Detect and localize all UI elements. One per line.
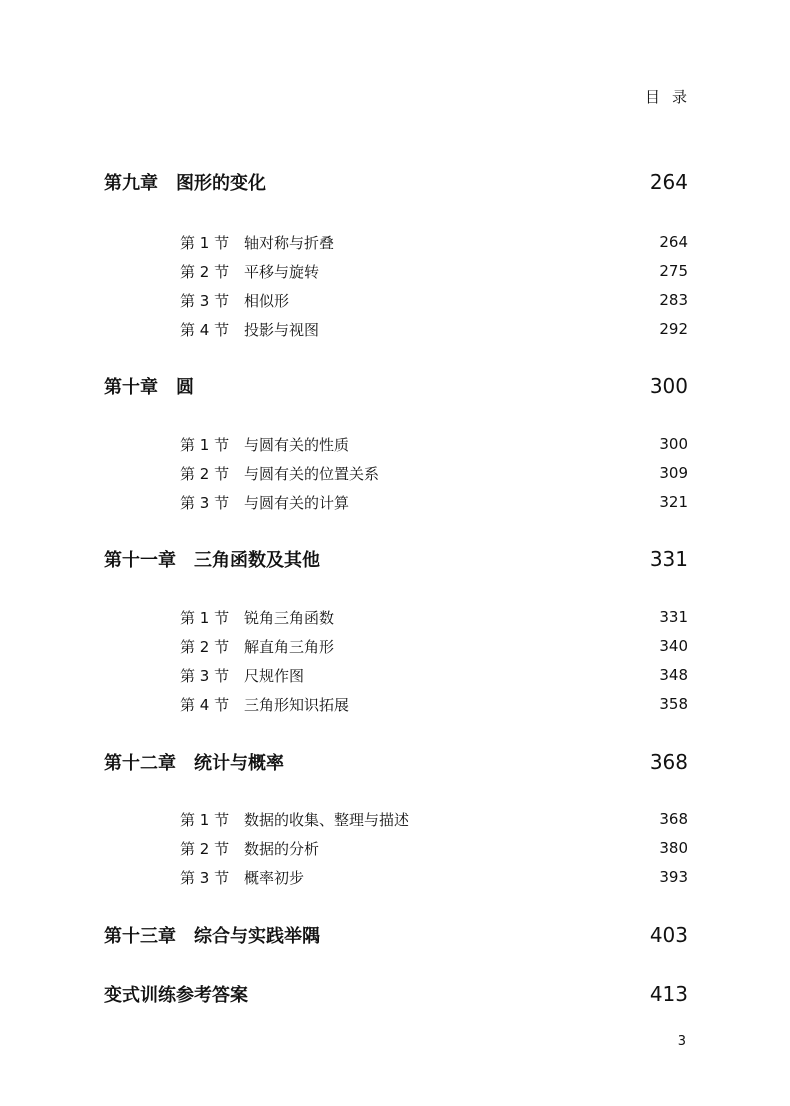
section-number: 第 1 节: [180, 435, 230, 454]
section-page: 340: [659, 637, 688, 655]
section-page: 380: [659, 839, 688, 857]
chapter-entry[interactable]: [104, 168, 688, 196]
section-title: 数据的分析: [244, 839, 320, 858]
section-entry[interactable]: [180, 693, 688, 715]
section-entry[interactable]: [180, 866, 688, 888]
section-entry[interactable]: [180, 606, 688, 628]
chapter-entry[interactable]: [104, 372, 688, 400]
section-title: 与圆有关的计算: [244, 493, 350, 512]
chapter-title: 第十三章 综合与实践举隅: [104, 926, 320, 947]
section-page: 300: [659, 435, 688, 453]
section-page: 348: [659, 666, 688, 684]
section-page: 264: [659, 233, 688, 251]
section-number: 第 3 节: [180, 666, 230, 685]
section-title: 三角形知识拓展: [244, 695, 350, 714]
section-number: 第 1 节: [180, 233, 230, 252]
chapter-entry[interactable]: [104, 545, 688, 573]
chapter-page: 368: [649, 750, 688, 774]
section-page: 321: [659, 493, 688, 511]
section-entry[interactable]: [180, 664, 688, 686]
section-number: 第 4 节: [180, 695, 230, 714]
chapter-title: 第十一章 三角函数及其他: [104, 550, 320, 571]
section-number: 第 3 节: [180, 493, 230, 512]
section-page: 368: [659, 810, 688, 828]
chapter-title: 第十二章 统计与概率: [104, 753, 284, 774]
section-number: 第 2 节: [180, 839, 230, 858]
page-number: 3: [677, 1034, 686, 1049]
chapter-page: 413: [649, 982, 688, 1006]
section-number: 第 4 节: [180, 320, 230, 339]
chapter-title: 第十章 圆: [104, 377, 194, 398]
section-entry[interactable]: [180, 289, 688, 311]
section-title: 解直角三角形: [244, 637, 335, 656]
chapter-entry[interactable]: [104, 921, 688, 949]
section-entry[interactable]: [180, 260, 688, 282]
section-title: 与圆有关的位置关系: [244, 464, 380, 483]
chapter-entry[interactable]: [104, 980, 688, 1008]
section-page: 275: [659, 262, 688, 280]
section-page: 292: [659, 320, 688, 338]
section-page: 393: [659, 868, 688, 886]
section-entry[interactable]: [180, 491, 688, 513]
section-number: 第 2 节: [180, 464, 230, 483]
section-entry[interactable]: [180, 318, 688, 340]
chapter-title: 第九章 图形的变化: [104, 173, 266, 194]
section-number: 第 1 节: [180, 810, 230, 829]
chapter-page: 331: [649, 547, 688, 571]
section-title: 平移与旋转: [244, 262, 320, 281]
running-header: 目录: [644, 88, 699, 106]
section-title: 与圆有关的性质: [244, 435, 350, 454]
section-page: 309: [659, 464, 688, 482]
section-title: 相似形: [244, 291, 290, 310]
section-entry[interactable]: [180, 231, 688, 253]
chapter-page: 264: [649, 170, 688, 194]
section-number: 第 3 节: [180, 291, 230, 310]
section-title: 轴对称与折叠: [244, 233, 335, 252]
section-title: 数据的收集、整理与描述: [244, 810, 410, 829]
section-title: 概率初步: [244, 868, 305, 887]
chapter-page: 403: [649, 923, 688, 947]
section-page: 283: [659, 291, 688, 309]
section-number: 第 2 节: [180, 262, 230, 281]
section-number: 第 3 节: [180, 868, 230, 887]
section-number: 第 1 节: [180, 608, 230, 627]
section-entry[interactable]: [180, 433, 688, 455]
section-entry[interactable]: [180, 808, 688, 830]
section-entry[interactable]: [180, 462, 688, 484]
section-title: 投影与视图: [244, 320, 320, 339]
section-title: 尺规作图: [244, 666, 305, 685]
section-page: 358: [659, 695, 688, 713]
chapter-page: 300: [649, 374, 688, 398]
section-number: 第 2 节: [180, 637, 230, 656]
section-entry[interactable]: [180, 635, 688, 657]
chapter-entry[interactable]: [104, 748, 688, 776]
section-page: 331: [659, 608, 688, 626]
section-title: 锐角三角函数: [244, 608, 335, 627]
section-entry[interactable]: [180, 837, 688, 859]
chapter-title: 变式训练参考答案: [104, 985, 248, 1006]
